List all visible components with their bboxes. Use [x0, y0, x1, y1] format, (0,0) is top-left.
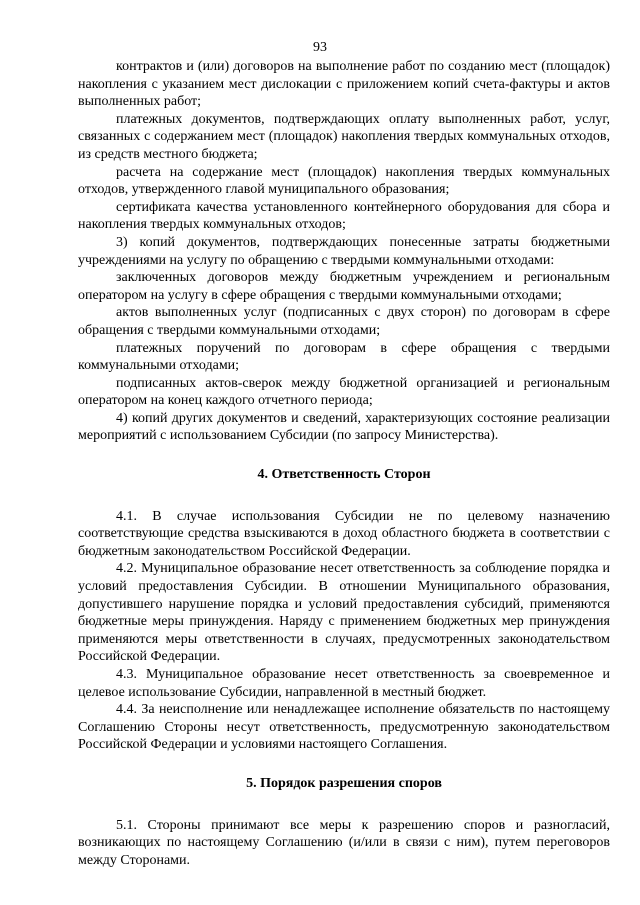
paragraph-4-1: 4.1. В случае использования Субсидии не по целевому назначению соответствующие средства взыскиваются в доход областного бюджета в соответствии с бюджетным законодательством Российской Федерации. — [78, 508, 610, 559]
document-body — [78, 58, 610, 869]
page-number: 93 — [313, 40, 327, 55]
paragraph-service-acts: актов выполненных услуг (подписанных с двух сторон) по договорам в сфере обращения с твердыми коммунальными отходами; — [78, 305, 610, 338]
paragraph-4-2: 4.2. Муниципальное образование несет ответственность за соблюдение порядка и условий предоставления Субсидии. В отношении Муниципального образования, допустившего нарушение порядка и условий предоставления субсидий, применяются бюджетные меры принуждения. Наряду с применением бюджетных мер принуждения применяются меры ответственности в случаях, предусмотренных законодательством Российской Федерации. — [78, 561, 610, 665]
paragraph-reconciliation-acts: подписанных актов-сверок между бюджетной организацией и региональным оператором на конец каждого отчетного периода; — [78, 375, 610, 409]
paragraph-item-4-other-documents: 4) копий других документов и сведений, характеризующих состояние реализации мероприятий с использованием Субсидии (по запросу Министерства). — [78, 410, 610, 444]
paragraph-concluded-contracts: заключенных договоров между бюджетным учреждением и региональным оператором на услугу в сфере обращения с твердыми коммунальными отходами; — [78, 270, 610, 303]
paragraph-maintenance-calculation: расчета на содержание мест (площадок) накопления твердых коммунальных отходов, утвержденного главой муниципального образования; — [78, 164, 610, 198]
paragraph-5-1: 5.1. Стороны принимают все меры к разрешению споров и разногласий, возникающих по настоящему Соглашению (и/или в связи с ним), путем переговоров между Сторонами. — [78, 817, 610, 868]
paragraph-4-4: 4.4. За неисполнение или ненадлежащее исполнение обязательств по настоящему Соглашению Стороны несут ответственность, предусмотренную законодательством Российской Федерации и условиями настоящего Соглашения. — [78, 702, 610, 753]
paragraph-4-3: 4.3. Муниципальное образование несет ответственность за своевременное и целевое использование Субсидии, направленной в местный бюджет. — [78, 667, 610, 700]
paragraph-quality-certificate: сертификата качества установленного контейнерного оборудования для сбора и накопления твердых коммунальных отходов; — [78, 199, 610, 233]
paragraph-payment-orders: платежных поручений по договорам в сфере обращения с твердыми коммунальными отходами; — [78, 340, 610, 374]
paragraph-payment-documents: платежных документов, подтверждающих оплату выполненных работ, услуг, связанных с содержанием мест (площадок) накопления твердых коммунальных отходов, из средств местного бюджета; — [78, 111, 610, 162]
paragraph-item-3-copies: 3) копий документов, подтверждающих понесенные затраты бюджетными учреждениями на услугу по обращению с твердыми коммунальными отходами: — [78, 234, 610, 268]
section-5-heading: 5. Порядок разрешения споров — [246, 775, 442, 791]
paragraph-contracts: контрактов и (или) договоров на выполнение работ по созданию мест (площадок) накопления с указанием мест дислокации с приложением копий счета-фактуры и актов выполненных работ; — [78, 59, 610, 110]
section-4-heading: 4. Ответственность Сторон — [257, 467, 431, 483]
